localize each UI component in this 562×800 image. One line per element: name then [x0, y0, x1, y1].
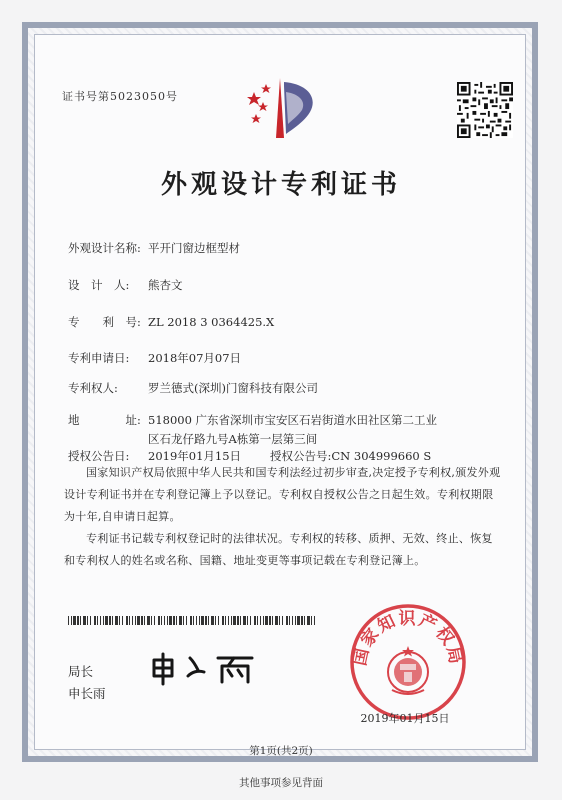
official-title: 局长 — [68, 664, 94, 679]
field-address — [68, 412, 437, 428]
field-design-name — [68, 240, 240, 256]
field-label: 专利权人: — [68, 381, 118, 395]
field-value: 2018年07月07日 — [148, 351, 242, 365]
field-value: 罗兰德式(深圳)门窗科技有限公司 — [148, 381, 318, 395]
official-name: 申长雨 — [68, 686, 106, 701]
legal-status-note: 专利证书记载专利权登记时的法律状况。专利权的转移、质押、无效、终止、恢复和专利权人的姓名或名称、国籍、地址变更等事项记载在专利登记簿上。 — [64, 532, 493, 567]
field-label: 专利申请日: — [68, 351, 130, 365]
field-label: 地 址: — [68, 413, 141, 427]
field-label: 授权公告号: — [270, 449, 332, 463]
footer-note: 其他事项参见背面 — [239, 777, 323, 789]
barcode-icon — [68, 616, 318, 625]
cnipa-emblem-icon — [236, 72, 328, 144]
field-label: 授权公告日: — [68, 449, 130, 463]
field-designer — [68, 277, 183, 293]
field-patent-number — [68, 314, 274, 330]
certificate-number: 证书号第5023050号 — [62, 90, 178, 103]
field-value: 518000 广东省深圳市宝安区石岩街道水田社区第二工业 — [148, 413, 438, 427]
field-application-date — [68, 350, 241, 366]
field-value: 熊杏文 — [148, 278, 183, 292]
field-patentee — [68, 380, 318, 396]
field-value: 平开门窗边框型材 — [148, 241, 240, 255]
seal-date: 2019年01月15日 — [360, 712, 450, 725]
official-seal-icon — [348, 602, 468, 722]
field-address-line2: 区石龙仔路九号A栋第一层第三间 — [148, 432, 318, 446]
signature-icon — [148, 650, 268, 686]
field-value: 2019年01月15日 — [148, 449, 242, 463]
certificate-title: 外观设计专利证书 — [160, 170, 401, 200]
grant-statement: 国家知识产权局依照中华人民共和国专利法经过初步审查,决定授予专利权,颁发外观设计专利证书并在专利登记簿上予以登记。专利权自授权公告之日起生效。专利权期限为十年,自申请日起算。 — [64, 466, 501, 523]
page-number: 第1页(共2页) — [249, 745, 313, 757]
field-value: CN 304999660 S — [331, 449, 432, 463]
seal-text: 国家知识产权局 — [350, 609, 466, 668]
field-label: 外观设计名称: — [68, 241, 141, 255]
field-value: ZL 2018 3 0364425.X — [148, 315, 275, 329]
qr-code-icon[interactable] — [457, 82, 513, 138]
field-label: 专 利 号: — [68, 315, 141, 329]
field-label: 设 计 人: — [68, 278, 130, 292]
